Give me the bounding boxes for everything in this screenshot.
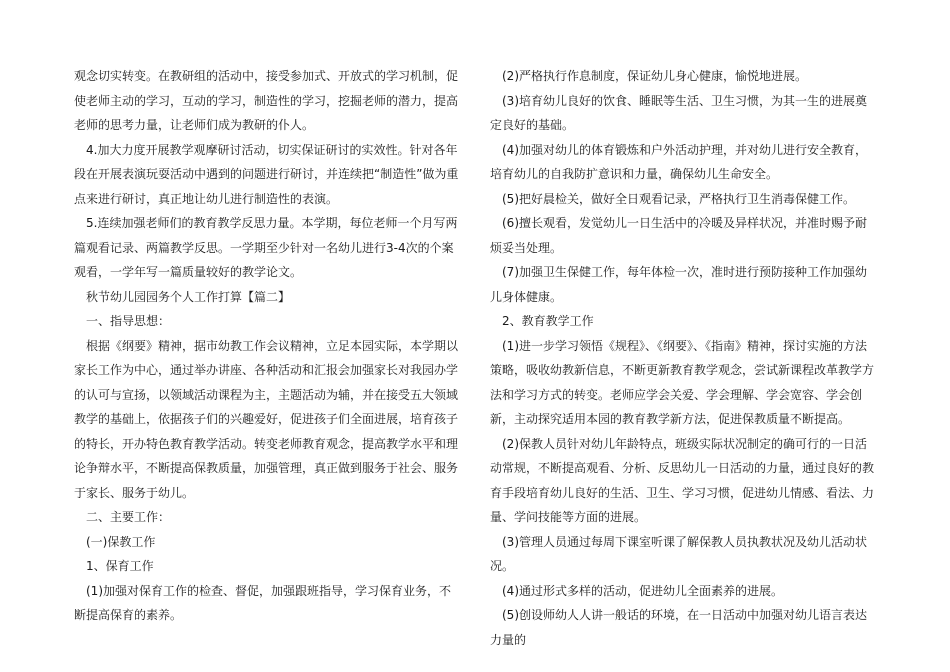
section-title: 秋节幼儿园园务个人工作打算【篇二】: [86, 289, 291, 304]
paragraph: 4.加大力度开展教学观摩研讨活动，切实保证研讨的实效性。针对各年段在开展表演玩耍活动中遇到的问题进行研讨，并连续把“制造性”做为重点来进行研讨，真正地让幼儿进行制造性的表演。: [74, 142, 459, 206]
heading: 一、指导思想：: [86, 314, 171, 328]
paragraph: (2)保教人员针对幼儿年龄特点，班级实际状况制定的确可行的一日活动常规，不断提高观看、分析、反思幼儿一日活动的力量，通过良好的教育手段培育幼儿良好的生活、卫生、学习习惯，促进幼儿情感、看法、力量、学问技能等方面的进展。: [490, 436, 875, 524]
heading: 1、保育工作: [86, 559, 154, 573]
paragraph: (7)加强卫生保健工作，每年体检一次，准时进行预防接种工作加强幼儿身体健康。: [490, 265, 868, 304]
right-column: [490, 64, 875, 652]
paragraph: (2)严格执行作息制度，保证幼儿身心健康，愉悦地进展。: [502, 69, 808, 83]
paragraph: (1)加强对保育工作的检查、督促，加强跟班指导，学习保育业务，不断提高保育的素养。: [74, 583, 452, 622]
paragraph: (5)把好晨检关，做好全日观看记录，严格执行卫生消毒保健工作。: [502, 191, 856, 206]
paragraph: 5.连续加强老师们的教育教学反思力量。本学期，每位老师一个月写两篇观看记录、两篇教学反思。一学期至少针对一名幼儿进行3-4次的个案观看，一学年写一篇质量较好的教学论文。: [74, 216, 458, 279]
paragraph: (5)创设师幼人人讲一般话的环境，在一日活动中加强对幼儿语言表达力量的: [490, 608, 868, 647]
paragraph: (3)管理人员通过每周下课室听课了解保教人员执教状况及幼儿活动状况。: [490, 534, 868, 573]
heading: 二、主要工作：: [86, 510, 171, 524]
left-column: [74, 64, 459, 628]
paragraph: (1)进一步学习领悟《规程》、《纲要》、《指南》精神，探讨实施的方法策略，吸收幼教新信息，不断更新教育教学观念，尝试新课程改革教学方法和学习方式的转变。老师应学会关爱、学会理解、学会宽容、学会创新，主动探究适用本园的教育教学新方法，促进保教质量不断提高。: [490, 338, 875, 426]
heading: 2、教育教学工作: [502, 314, 594, 328]
paragraph: 观念切实转变。在教研组的活动中，接受参加式、开放式的学习机制，促使老师主动的学习，互动的学习，制造性的学习，挖掘老师的潜力，提高老师的思考力量，让老师们成为教研的仆人。: [74, 69, 459, 132]
paragraph: (3)培育幼儿良好的饮食、睡眠等生活、卫生习惯，为其一生的进展奠定良好的基础。: [490, 93, 868, 132]
paragraph: (4)通过形式多样的活动，促进幼儿全面素养的进展。: [502, 583, 784, 598]
paragraph: (6)擅长观看，发觉幼儿一日生活中的冷暖及异样状况，并准时赐予耐烦妥当处理。: [490, 216, 868, 255]
paragraph: (4)加强对幼儿的体育锻炼和户外活动护理，并对幼儿进行安全教育，培育幼儿的自我防扩意识和力量，确保幼儿生命安全。: [490, 142, 868, 181]
heading: (一)保教工作: [86, 534, 156, 549]
paragraph: 根据《纲要》精神，据市幼教工作会议精神，立足本园实际，本学期以家长工作为中心，通过举办讲座、各种活动和汇报会加强家长对我园办学的认可与宣扬，以领域活动课程为主，主题活动为辅，并在接受五大领域教学的基础上，依据孩子们的兴趣爱好，促进孩子们全面进展，培育孩子的特长，开办特色教育教学活动。转变老师教育观念，提高教学水平和理论争辩水平，不断提高保教质量，加强管理，真正做到服务于社会、服务于家长、服务于幼儿。: [74, 338, 459, 500]
